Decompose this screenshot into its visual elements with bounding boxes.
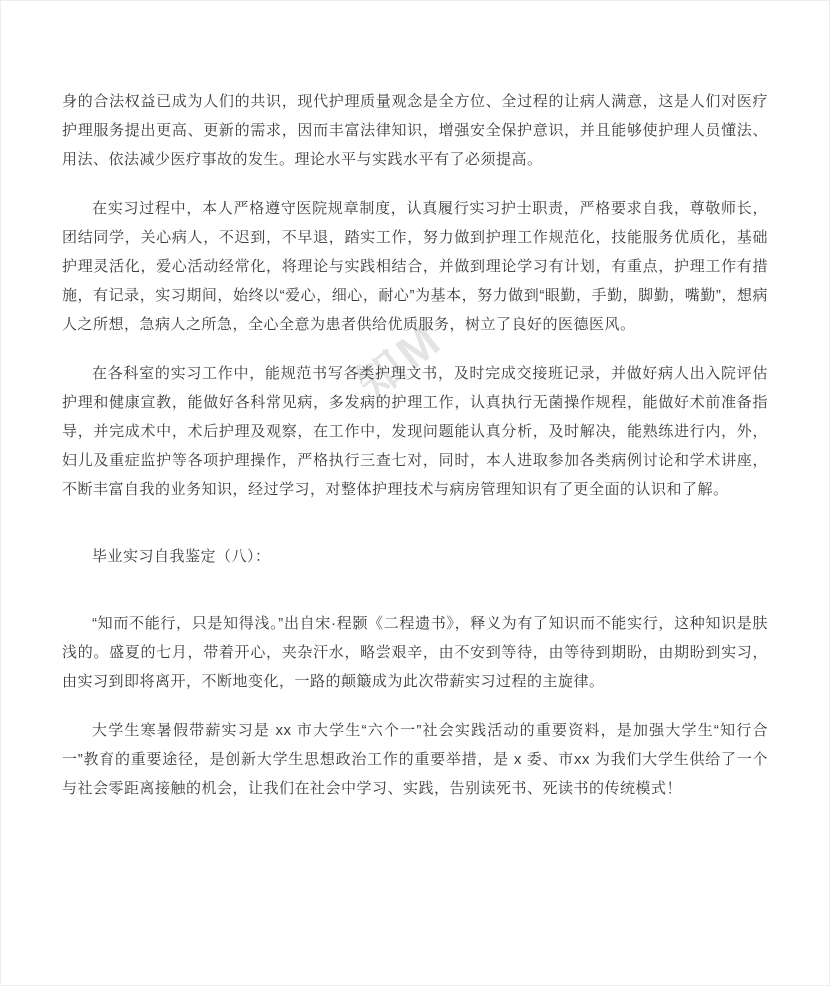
watermark: 知M [347, 312, 452, 410]
section-heading-appraisal-8: 毕业实习自我鉴定（八）： [92, 548, 271, 565]
paragraph-quote-intro: “知而不能行，只是知得浅。”出自宋·程颢《二程遗书》，释义为有了知识而不能实行，这种知识是肤浅的。盛夏的七月，带着开心，夹杂汗水，略尝艰辛，由不安到等待，由等待到期盼，由期盼到实习，由实习到即将离开，不断地变化，一路的颠簸成为此次带薪实习过程的主旋律。 [62, 615, 768, 690]
paragraph-paid-internship: 大学生寒暑假带薪实习是 xx 市大学生“六个一”社会实践活动的重要资料，是加强大学生“知行合一”教育的重要途径，是创新大学生思想政治工作的重要举措，是 x 委、市xx 为我们大学生供给了一个与社会零距离接触的机会，让我们在社会中学习、实践，告别读死书、死读书的传统模式！ [62, 722, 768, 797]
document-body [62, 87, 768, 803]
paragraph-continuation: 身的合法权益已成为人们的共识，现代护理质量观念是全方位、全过程的让病人满意，这是人们对医疗护理服务提出更高、更新的需求，因而丰富法律知识，增强安全保护意识，并且能够使护理人员懂法、用法、依法减少医疗事故的发生。理论水平与实践水平有了必须提高。 [62, 93, 768, 168]
paragraph-department-work: 在各科室的实习工作中，能规范书写各类护理文书，及时完成交接班记录，并做好病人出入院评估护理和健康宣教，能做好各科常见病，多发病的护理工作，认真执行无菌操作规程，能做好术前准备指导，并完成术中，术后护理及观察，在工作中，发现问题能认真分析，及时解决，能熟练进行内，外，妇儿及重症监护等各项护理操作，严格执行三查七对，同时，本人进取参加各类病例讨论和学术讲座，不断丰富自我的业务知识，经过学习，对整体护理技术与病房管理知识有了更全面的认识和了解。 [62, 365, 768, 498]
paragraph-internship-practice: 在实习过程中，本人严格遵守医院规章制度，认真履行实习护士职责，严格要求自我，尊敬师长，团结同学，关心病人，不迟到，不早退，踏实工作，努力做到护理工作规范化，技能服务优质化，基础护理灵活化，爱心活动经常化，将理论与实践相结合，并做到理论学习有计划，有重点，护理工作有措施，有记录，实习期间，始终以“爱心，细心，耐心”为基本，努力做到“眼勤，手勤，脚勤，嘴勤”，想病人之所想，急病人之所急，全心全意为患者供给优质服务，树立了良好的医德医风。 [62, 200, 768, 333]
